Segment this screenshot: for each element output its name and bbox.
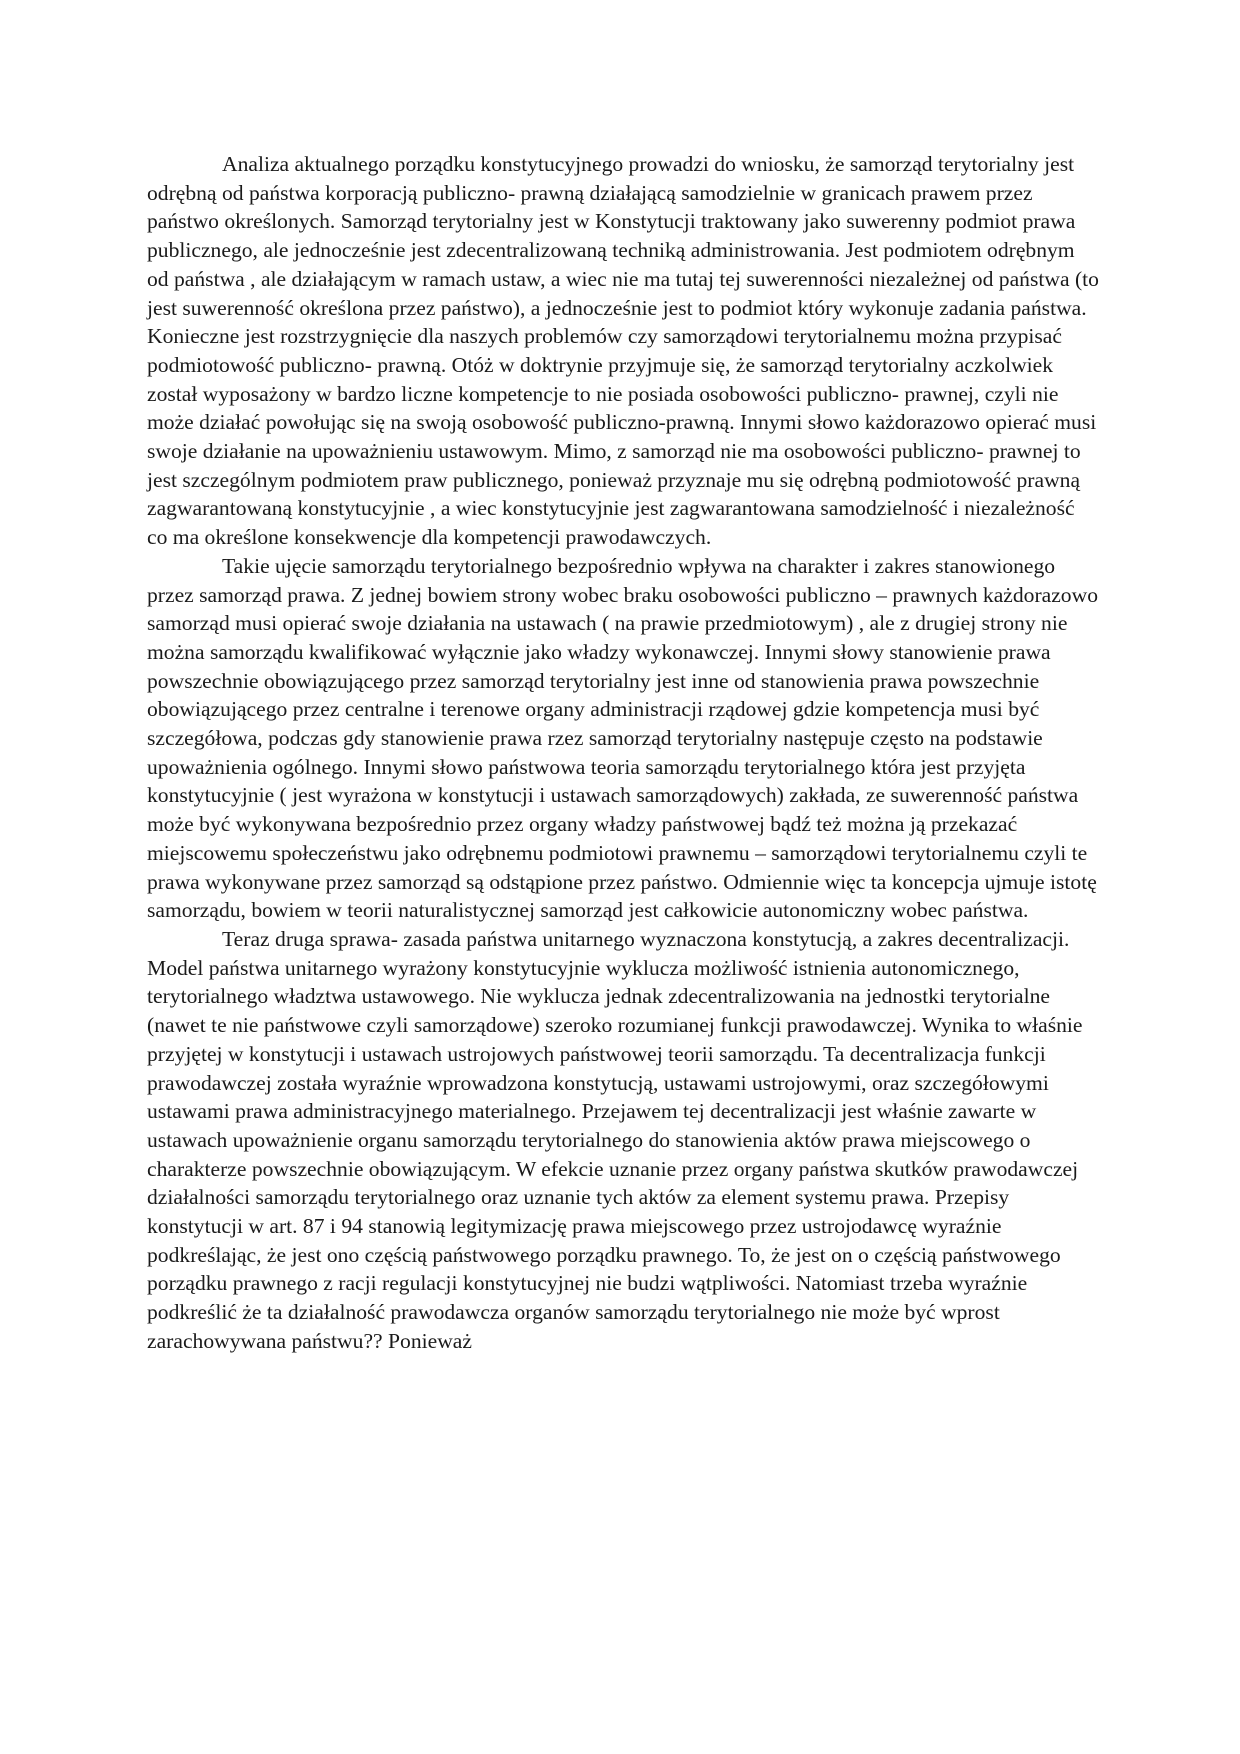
paragraph-3: Teraz druga sprawa- zasada państwa unitarnego wyznaczona konstytucją, a zakres decentralizacji. Model państwa unitarnego wyrażony konstytucyjnie wyklucza możliwość istnienia autonomicznego, terytorialnego władztwa ustawowego. Nie wyklucza jednak zdecentralizowania na jednostki terytorialne (nawet te nie państwowe czyli samorządowe) szeroko rozumianej funkcji prawodawczej. Wynika to właśnie przyjętej w konstytucji i ustawach ustrojowych państwowej teorii samorządu. Ta decentralizacja funkcji prawodawczej została wyraźnie wprowadzona konstytucją, ustawami ustrojowymi, oraz szczegółowymi ustawami prawa administracyjnego materialnego. Przejawem tej decentralizacji jest właśnie zawarte w ustawach upoważnienie organu samorządu terytorialnego do stanowienia aktów prawa miejscowego o charakterze powszechnie obowiązującym. W efekcie uznanie przez organy państwa skutków prawodawczej działalności samorządu terytorialnego oraz uznanie tych aktów za element systemu prawa. Przepisy konstytucji w art. 87 i 94 stanowią legitymizację prawa miejscowego przez ustrojodawcę wyraźnie podkreślając, że jest ono częścią państwowego porządku prawnego. To, że jest on o częścią państwowego porządku prawnego z racji regulacji konstytucyjnej nie budzi wątpliwości. Natomiast trzeba wyraźnie podkreślić że ta działalność prawodawcza organów samorządu terytorialnego nie może być wprost zarachowywana państwu?? Ponieważ bbox=[147, 926, 1083, 1353]
paragraph-1: Analiza aktualnego porządku konstytucyjnego prowadzi do wniosku, że samorząd terytorialny jest odrębną od państwa korporacją publiczno- prawną działającą samodzielnie w granicach prawem przez państwo określonych. Samorząd terytorialny jest w Konstytucji traktowany jako suwerenny podmiot prawa publicznego, ale jednocześnie jest zdecentralizowaną techniką administrowania. Jest podmiotem odrębnym od państwa , ale działającym w ramach ustaw, a wiec nie ma tutaj tej suwerenności niezależnej od państwa (to jest suwerenność określona przez państwo), a jednocześnie jest to podmiot który wykonuje zadania państwa. Konieczne jest rozstrzygnięcie dla naszych problemów czy samorządowi terytorialnemu można przypisać podmiotowość publiczno- prawną. Otóż w doktrynie przyjmuje się, że samorząd terytorialny aczkolwiek został wyposażony w bardzo liczne kompetencje to nie posiada osobowości publiczno- prawnej, czyli nie może działać powołując się na swoją osobowość publiczno-prawną. Innymi słowo każdorazowo opierać musi swoje działanie na upoważnieniu ustawowym. Mimo, z samorząd nie ma osobowości publiczno- prawnej to jest szczególnym podmiotem praw publicznego, ponieważ przyznaje mu się odrębną podmiotowość prawną zagwarantowaną konstytucyjnie , a wiec konstytucyjnie jest zagwarantowana samodzielność i niezależność co ma określone konsekwencje dla kompetencji prawodawczych. bbox=[147, 152, 1099, 550]
body-text bbox=[147, 150, 1099, 1356]
paragraph-2: Takie ujęcie samorządu terytorialnego bezpośrednio wpływa na charakter i zakres stanowionego przez samorząd prawa. Z jednej bowiem strony wobec braku osobowości publiczno – prawnych każdorazowo samorząd musi opierać swoje działania na ustawach ( na prawie przedmiotowym) , ale z drugiej strony nie można samorządu kwalifikować wyłącznie jako władzy wykonawczej. Innymi słowy stanowienie prawa powszechnie obowiązującego przez samorząd terytorialny jest inne od stanowienia prawa powszechnie obowiązującego przez centralne i terenowe organy administracji rządowej gdzie kompetencja musi być szczegółowa, podczas gdy stanowienie prawa rzez samorząd terytorialny następuje często na podstawie upoważnienia ogólnego. Innymi słowo państwowa teoria samorządu terytorialnego która jest przyjęta konstytucyjnie ( jest wyrażona w konstytucji i ustawach samorządowych) zakłada, ze suwerenność państwa może być wykonywana bezpośrednio przez organy władzy państwowej bądź też można ją przekazać miejscowemu społeczeństwu jako odrębnemu podmiotowi prawnemu – samorządowi terytorialnemu czyli te prawa wykonywane przez samorząd są odstąpione przez państwo. Odmiennie więc ta koncepcja ujmuje istotę samorządu, bowiem w teorii naturalistycznej samorząd jest całkowicie autonomiczny wobec państwa. bbox=[147, 553, 1099, 923]
